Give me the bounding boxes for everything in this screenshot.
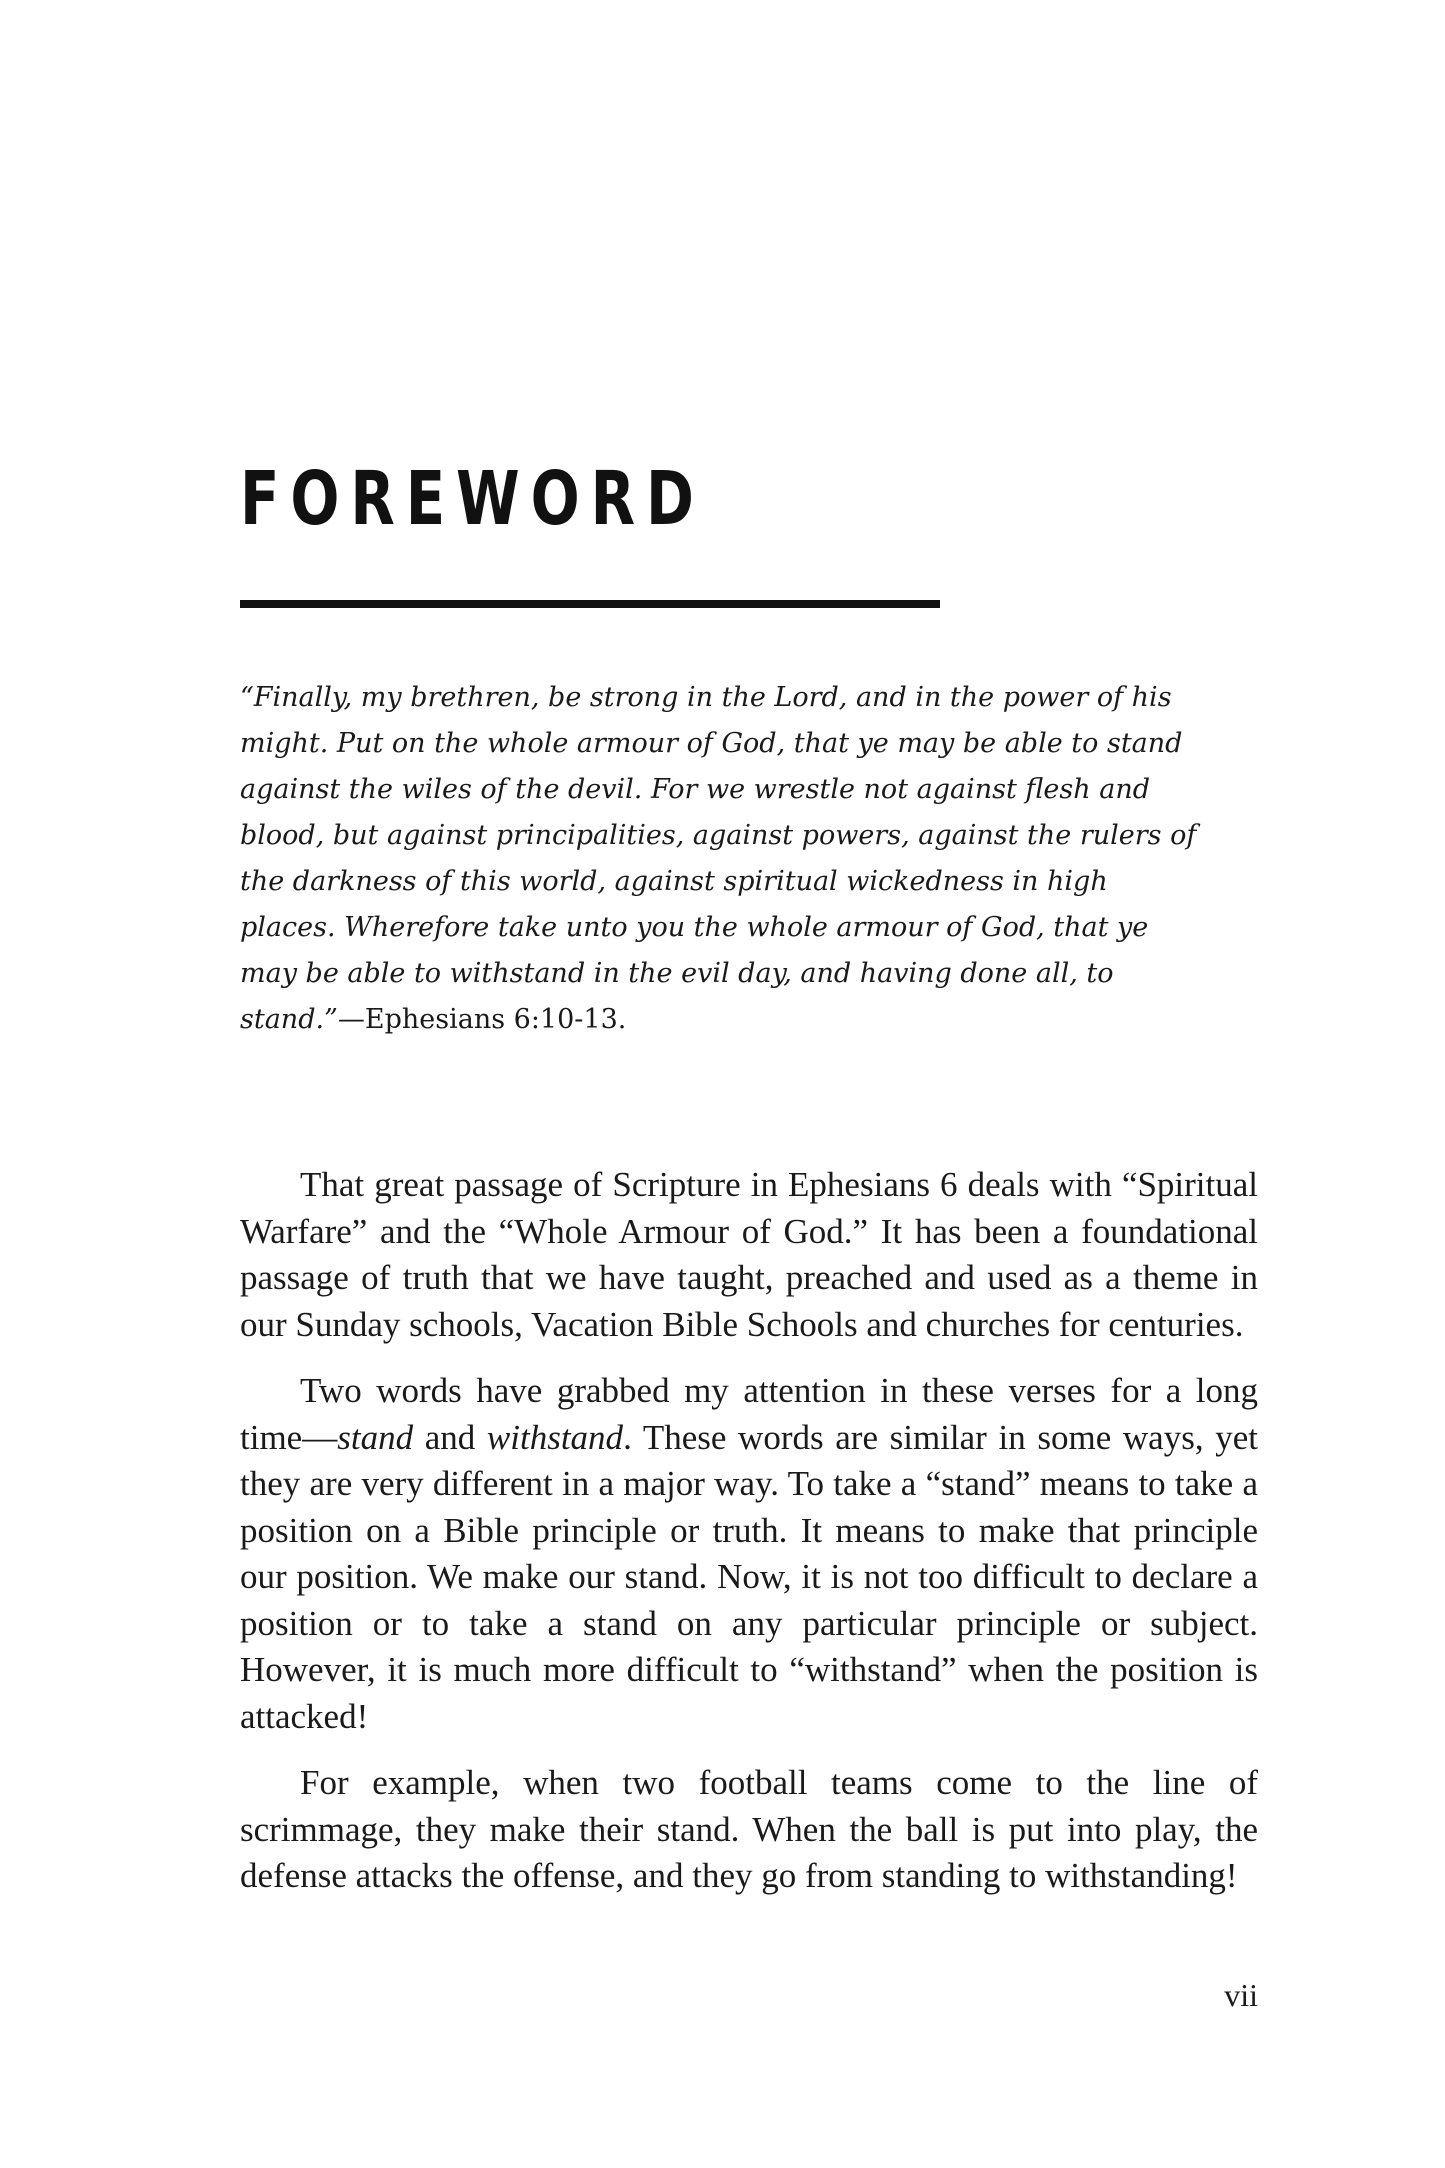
emphasis-stand: stand	[337, 1417, 414, 1457]
body-paragraph-2	[240, 1368, 1258, 1740]
paragraph-2-text-a: Two words have grabbed my attention in these verses for a long time—	[240, 1371, 1258, 1457]
body-paragraph-3: For example, when two football teams come to the line of scrimmage, they make their stand. When the ball is put into play, the defense attacks the offense, and they go from standing to withstanding!	[240, 1763, 1258, 1895]
epigraph-quote: “Finally, my brethren, be strong in the Lord, and in the power of his might. Put on the whole armour of God, that ye may be able to stand against the wiles of the devil. For we wrestle not against flesh and blood, but against principalities, against powers, against the rulers of the darkness of this world, against spiritual wickedness in high places. Wherefore take unto you the whole armour of God, that ye may be able to withstand in the evil day, and having done all, to stand.”	[240, 682, 1197, 1035]
paragraph-2-text-b: and	[413, 1417, 487, 1457]
emphasis-withstand: withstand	[486, 1417, 624, 1457]
title-underline-rule	[240, 600, 940, 608]
body-text	[240, 1162, 1258, 1920]
body-paragraph-1: That great passage of Scripture in Ephesians 6 deals with “Spiritual Warfare” and the “Whole Armour of God.” It has been a foundational passage of truth that we have taught, preached and used as a theme in our Sunday schools, Vacation Bible Schools and churches for centuries.	[240, 1165, 1258, 1344]
paragraph-2-text-c: . These words are similar in some ways, yet they are very different in a major way. To take a “stand” means to take a position on a Bible principle or truth. It means to make that principle our position. We make our stand. Now, it is not too difficult to declare a position or to take a stand on any particular principle or subject. However, it is much more difficult to “withstand” when the position is attacked!	[240, 1417, 1258, 1736]
epigraph	[240, 675, 1200, 1043]
page-number: vii	[1224, 1977, 1258, 2013]
epigraph-citation: —Ephesians 6:10-13.	[337, 1004, 627, 1035]
chapter-title: FOREWORD	[240, 456, 705, 542]
